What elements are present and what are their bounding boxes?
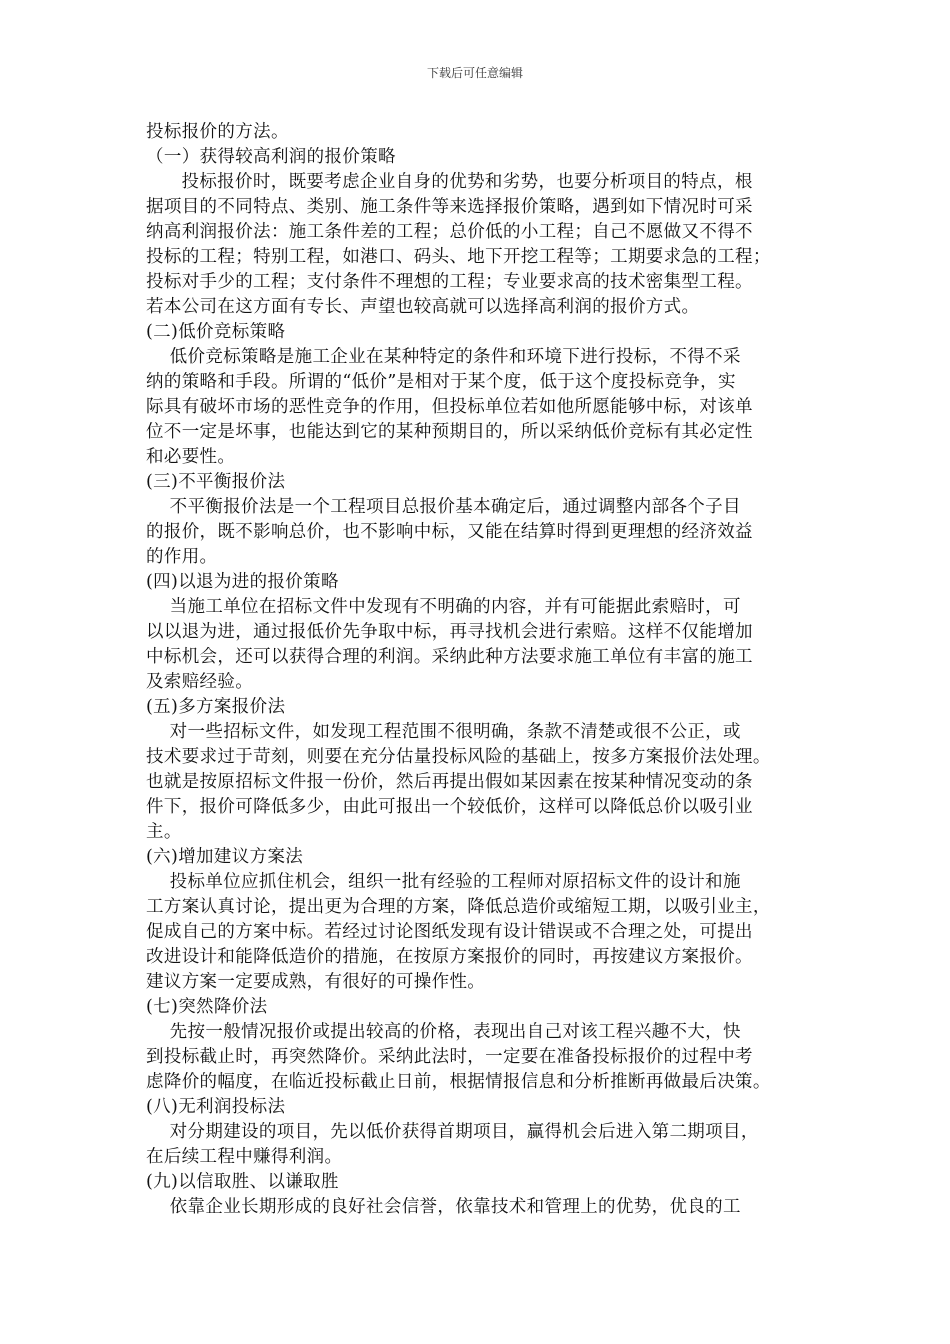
text-line: 的作用。 <box>146 547 218 567</box>
section-heading: （一）获得较高利润的报价策略 <box>146 147 396 167</box>
text-line: 及索赔经验。 <box>146 672 254 692</box>
text-line: 技术要求过于苛刻，则要在充分估量投标风险的基础上，按多方案报价法处理。 <box>146 747 771 767</box>
text-line: 虑降价的幅度，在临近投标截止日前，根据情报信息和分析推断再做最后决策。 <box>146 1072 771 1092</box>
text-line: 投标对手少的工程；支付条件不理想的工程；专业要求高的技术密集型工程。 <box>146 272 753 292</box>
text-line: 对一些招标文件，如发现工程范围不很明确，条款不清楚或很不公正，或 <box>146 722 741 742</box>
text-line: 投标单位应抓住机会，组织一批有经验的工程师对原招标文件的设计和施 <box>146 872 741 892</box>
text-line: 改进设计和能降低造价的措施，在按原方案报价的同时，再按建议方案报价。 <box>146 947 753 967</box>
document-body <box>146 120 806 1220</box>
text-line: 主。 <box>146 822 182 842</box>
section-heading: (二)低价竞标策略 <box>146 322 286 342</box>
text-line: 据项目的不同特点、类别、施工条件等来选择报价策略，遇到如下情况时可采 <box>146 197 753 217</box>
text-line: 对分期建设的项目，先以低价获得首期项目，赢得机会后进入第二期项目， <box>146 1122 759 1142</box>
text-line: 以以退为进，通过报低价先争取中标，再寻找机会进行索赔。这样不仅能增加 <box>146 622 753 642</box>
text-line: 工方案认真讨论，提出更为合理的方案，降低总造价或缩短工期，以吸引业主， <box>146 897 771 917</box>
text-line: 投标的工程；特别工程，如港口、码头、地下开挖工程等；工期要求急的工程； <box>146 247 771 267</box>
text-line: 投标报价时，既要考虑企业自身的优势和劣势，也要分析项目的特点，根 <box>146 172 753 192</box>
text-line: 促成自己的方案中标。若经过讨论图纸发现有设计错误或不合理之处，可提出 <box>146 922 753 942</box>
text-line: 在后续工程中赚得利润。 <box>146 1147 343 1167</box>
section-heading: (九)以信取胜、以谦取胜 <box>146 1172 339 1192</box>
section-heading: (七)突然降价法 <box>146 997 268 1017</box>
section-heading: (三)不平衡报价法 <box>146 472 286 492</box>
text-line: 也就是按原招标文件报一份价，然后再提出假如某因素在按某种情况变动的条 <box>146 772 753 792</box>
text-line: 低价竞标策略是施工企业在某种特定的条件和环境下进行投标，不得不采 <box>146 347 741 367</box>
section-heading: (五)多方案报价法 <box>146 697 286 717</box>
page-header: 下载后可任意编辑 <box>426 66 523 80</box>
text-line: 纳的策略和手段。所谓的“低价”是相对于某个度，低于这个度投标竞争，实 <box>146 372 736 392</box>
section-heading: (六)增加建议方案法 <box>146 847 304 867</box>
text-line: 先按一般情况报价或提出较高的价格，表现出自己对该工程兴趣不大，快 <box>146 1022 741 1042</box>
text-line: 中标机会，还可以获得合理的利润。采纳此种方法要求施工单位有丰富的施工 <box>146 647 753 667</box>
section-heading: (四)以退为进的报价策略 <box>146 572 339 592</box>
text-line: 投标报价的方法。 <box>146 122 289 142</box>
text-line: 和必要性。 <box>146 447 236 467</box>
text-line: 件下，报价可降低多少，由此可报出一个较低价，这样可以降低总价以吸引业 <box>146 797 753 817</box>
text-line: 当施工单位在招标文件中发现有不明确的内容，并有可能据此索赔时，可 <box>146 597 741 617</box>
text-line: 位不一定是坏事，也能达到它的某种预期目的，所以采纳低价竞标有其必定性 <box>146 422 753 442</box>
text-line: 不平衡报价法是一个工程项目总报价基本确定后，通过调整内部各个子目 <box>146 497 741 517</box>
section-heading: (八)无利润投标法 <box>146 1097 286 1117</box>
text-line: 到投标截止时，再突然降价。采纳此法时，一定要在准备投标报价的过程中考 <box>146 1047 753 1067</box>
text-line: 若本公司在这方面有专长、声望也较高就可以选择高利润的报价方式。 <box>146 297 700 317</box>
text-line: 纳高利润报价法：施工条件差的工程；总价低的小工程；自己不愿做又不得不 <box>146 222 753 242</box>
text-line: 的报价，既不影响总价，也不影响中标，又能在结算时得到更理想的经济效益 <box>146 522 753 542</box>
text-line: 建议方案一定要成熟，有很好的可操作性。 <box>146 972 486 992</box>
text-line: 依靠企业长期形成的良好社会信誉，依靠技术和管理上的优势，优良的工 <box>146 1197 741 1217</box>
text-line: 际具有破坏市场的恶性竞争的作用，但投标单位若如他所愿能够中标，对该单 <box>146 397 753 417</box>
